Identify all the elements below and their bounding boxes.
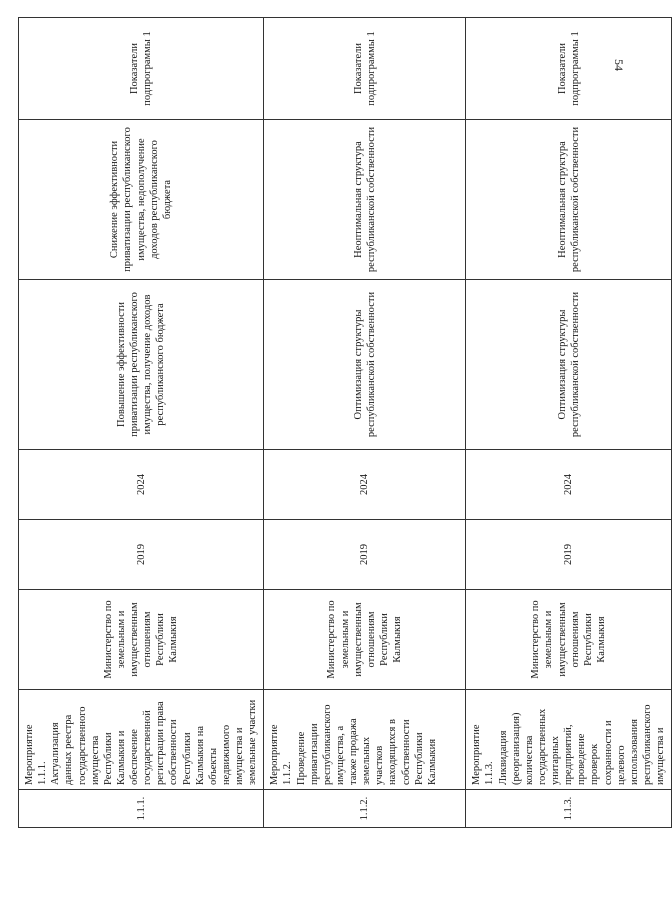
event-line: Проведение bbox=[295, 731, 307, 785]
event-line: имущества и bbox=[234, 727, 245, 785]
event-line: данных реестра bbox=[63, 714, 75, 785]
consequences-cell: Неоптимальная структура республиканской собственности bbox=[264, 120, 466, 280]
table-row bbox=[264, 18, 466, 828]
event-line: Калмыкия на bbox=[194, 725, 206, 785]
event-line: Мероприятие bbox=[471, 724, 483, 785]
event-line: Мероприятие bbox=[24, 724, 35, 785]
event-line: республиканского bbox=[641, 704, 653, 785]
event-line: обеспечение bbox=[129, 729, 140, 785]
event-line: предприятий, bbox=[563, 724, 575, 785]
event-line: 1.1.2. bbox=[282, 761, 294, 785]
measures-table bbox=[18, 17, 672, 828]
consequences-cell: Снижение эффективности приватизации республиканского имущества, недополучение доходов республиканского бюджета bbox=[19, 120, 264, 280]
event-line: Республики bbox=[181, 732, 193, 785]
event-line: Республики bbox=[102, 732, 114, 785]
event-line: Республики bbox=[413, 732, 425, 785]
event-cell bbox=[19, 690, 264, 790]
event-line: Мероприятие bbox=[269, 724, 281, 785]
event-cell bbox=[466, 690, 672, 790]
event-line: использования bbox=[628, 719, 640, 785]
rotated-table-stage bbox=[18, 18, 666, 828]
event-line: государственного bbox=[76, 706, 88, 785]
event-line: участков bbox=[374, 745, 386, 785]
start-year-cell: 2019 bbox=[466, 520, 672, 590]
event-line: недвижимого bbox=[220, 724, 232, 785]
event-line: имущества и bbox=[655, 727, 666, 785]
expected-result-cell: Оптимизация структуры республиканской собственности bbox=[264, 280, 466, 450]
indicators-cell: Показатели подпрограммы 1 bbox=[466, 18, 672, 120]
event-line: имущества, а bbox=[334, 725, 346, 785]
event-line: находящихся в bbox=[387, 719, 399, 785]
event-line: республиканского bbox=[321, 704, 333, 785]
end-year-cell: 2024 bbox=[466, 450, 672, 520]
event-line: государственной bbox=[142, 710, 154, 785]
event-line: Ликвидация bbox=[497, 730, 509, 785]
executor-cell: Министерство по земельным и имущественным отношениям Республики Калмыкия bbox=[19, 590, 264, 690]
consequences-cell: Неоптимальная структура республиканской собственности bbox=[466, 120, 672, 280]
expected-result-cell: Оптимизация структуры республиканской собственности bbox=[466, 280, 672, 450]
end-year-cell: 2024 bbox=[264, 450, 466, 520]
page-number: 54 bbox=[612, 59, 626, 71]
event-line: имущества bbox=[89, 735, 101, 785]
table-body bbox=[19, 18, 672, 828]
event-line: 1.1.1. bbox=[37, 761, 49, 785]
event-line: регистрации права bbox=[155, 701, 167, 785]
event-line: целевого bbox=[615, 745, 627, 785]
row-number: 1.1.2. bbox=[264, 790, 466, 828]
event-line: проверок bbox=[589, 743, 601, 785]
event-line: земельных bbox=[361, 736, 373, 785]
event-line: приватизации bbox=[308, 723, 320, 785]
executor-cell: Министерство по земельным и имущественным отношениям Республики Калмыкия bbox=[264, 590, 466, 690]
table-row bbox=[19, 18, 264, 828]
event-line: унитарных bbox=[550, 735, 561, 785]
event-line: собственности bbox=[168, 719, 180, 785]
event-line: сохранности и bbox=[602, 720, 614, 785]
event-line: земельные участки bbox=[247, 699, 259, 785]
start-year-cell: 2019 bbox=[264, 520, 466, 590]
row-number: 1.1.3. bbox=[466, 790, 672, 828]
event-line: проведение bbox=[576, 733, 588, 785]
executor-cell: Министерство по земельным и имущественным отношениям Республики Калмыкия bbox=[466, 590, 672, 690]
event-cell bbox=[264, 690, 466, 790]
event-line: (реорганизация) bbox=[510, 712, 522, 785]
event-line: государственных bbox=[536, 708, 548, 785]
event-line: Калмыкия и bbox=[115, 730, 127, 785]
event-line: также продажа bbox=[348, 718, 359, 785]
event-line: Актуализация bbox=[50, 722, 62, 785]
event-line: 1.1.3. bbox=[484, 761, 496, 785]
event-line: Калмыкия bbox=[426, 738, 438, 785]
event-line: объекты bbox=[207, 747, 219, 785]
indicators-cell: Показатели подпрограммы 1 bbox=[19, 18, 264, 120]
indicators-cell: Показатели подпрограммы 1 bbox=[264, 18, 466, 120]
row-number: 1.1.1. bbox=[19, 790, 264, 828]
end-year-cell: 2024 bbox=[19, 450, 264, 520]
expected-result-cell: Повышение эффективности приватизации республиканского имущества, получение доходов республиканского бюджета bbox=[19, 280, 264, 450]
table-row bbox=[466, 18, 672, 828]
event-line: количества bbox=[523, 735, 535, 785]
start-year-cell: 2019 bbox=[19, 520, 264, 590]
event-line: собственности bbox=[400, 719, 412, 785]
